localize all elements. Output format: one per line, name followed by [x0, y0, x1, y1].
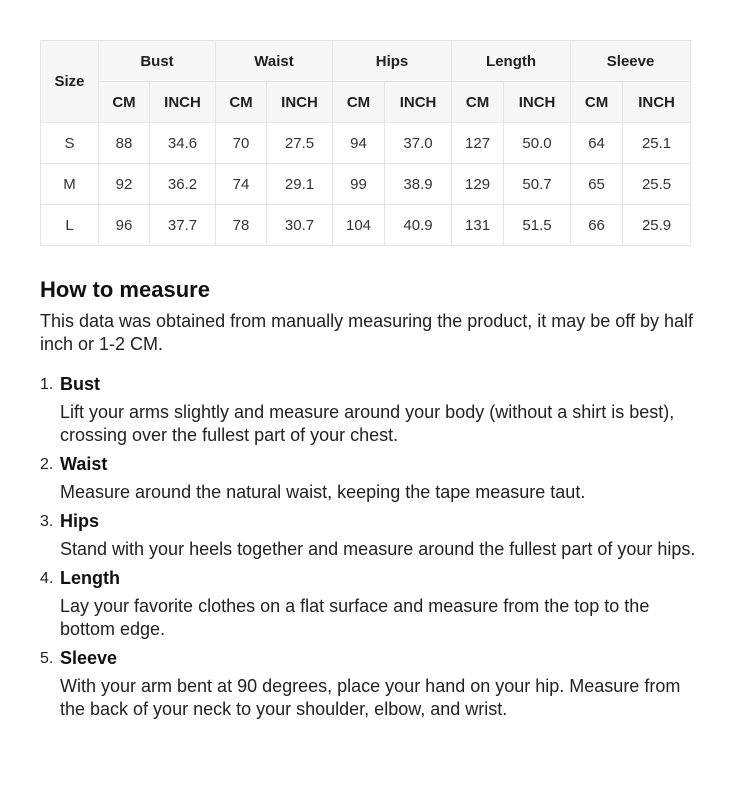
table-cell: 50.7 — [504, 164, 571, 205]
table-cell: 38.9 — [385, 164, 452, 205]
table-cell: 29.1 — [267, 164, 333, 205]
table-cell: 50.0 — [504, 123, 571, 164]
table-cell: 78 — [216, 205, 267, 246]
table-cell: 36.2 — [150, 164, 216, 205]
step-description: Lay your favorite clothes on a flat surface and measure from the top to the bottom edge. — [60, 596, 650, 639]
table-cell: 37.7 — [150, 205, 216, 246]
step-number: 3. — [40, 513, 54, 530]
table-cell: 34.6 — [150, 123, 216, 164]
section-title: How to measure — [40, 277, 210, 302]
step-number: 1. — [40, 376, 54, 393]
step-description: Stand with your heels together and measure around the fullest part of your hips. — [60, 539, 696, 559]
table-cell: 25.5 — [623, 164, 691, 205]
group-header-sleeve: Sleeve — [571, 41, 691, 82]
unit-header-cm: CM — [452, 82, 504, 123]
intro-text: This data was obtained from manually measuring the product, it may be off by half inch or 1-2 CM. — [40, 311, 694, 354]
size-cell: S — [41, 123, 99, 164]
size-cell: L — [41, 205, 99, 246]
step-number: 4. — [40, 570, 54, 587]
table-cell: 30.7 — [267, 205, 333, 246]
table-cell: 96 — [99, 205, 150, 246]
step-waist — [40, 453, 700, 504]
group-header-row — [41, 41, 691, 82]
step-title: Bust — [60, 374, 100, 394]
step-description: Measure around the natural waist, keeping the tape measure taut. — [60, 482, 586, 502]
group-header-bust: Bust — [99, 41, 216, 82]
table-cell: 66 — [571, 205, 623, 246]
group-header-length: Length — [452, 41, 571, 82]
table-cell: 127 — [452, 123, 504, 164]
step-hips — [40, 510, 700, 561]
unit-header-cm: CM — [571, 82, 623, 123]
table-cell: 37.0 — [385, 123, 452, 164]
step-description: Lift your arms slightly and measure around your body (without a shirt is best), crossing over the fullest part of your chest. — [60, 402, 675, 445]
group-header-waist: Waist — [216, 41, 333, 82]
measure-steps-list — [40, 373, 700, 721]
unit-header-inch: INCH — [267, 82, 333, 123]
table-cell: 92 — [99, 164, 150, 205]
step-title: Length — [60, 568, 120, 588]
step-title: Hips — [60, 511, 100, 531]
table-cell: 65 — [571, 164, 623, 205]
step-number: 5. — [40, 650, 54, 667]
unit-header-cm: CM — [333, 82, 385, 123]
size-column-header: Size — [41, 41, 99, 123]
size-cell: M — [41, 164, 99, 205]
table-cell: 27.5 — [267, 123, 333, 164]
unit-header-inch: INCH — [504, 82, 571, 123]
unit-header-row — [41, 82, 691, 123]
how-to-measure-section — [40, 276, 700, 727]
table-cell: 25.1 — [623, 123, 691, 164]
table-cell: 94 — [333, 123, 385, 164]
table-cell: 70 — [216, 123, 267, 164]
step-title: Waist — [60, 454, 108, 474]
table-cell: 129 — [452, 164, 504, 205]
step-title: Sleeve — [60, 648, 118, 668]
table-cell: 51.5 — [504, 205, 571, 246]
step-length — [40, 567, 700, 641]
step-description: With your arm bent at 90 degrees, place your hand on your hip. Measure from the back of your neck to your shoulder, elbow, and wrist. — [60, 676, 681, 719]
table-cell: 40.9 — [385, 205, 452, 246]
group-header-hips: Hips — [333, 41, 452, 82]
size-chart-table — [40, 40, 691, 246]
table-cell: 64 — [571, 123, 623, 164]
unit-header-cm: CM — [216, 82, 267, 123]
table-row — [41, 205, 691, 246]
table-cell: 25.9 — [623, 205, 691, 246]
step-bust — [40, 373, 700, 447]
step-number: 2. — [40, 456, 54, 473]
table-row — [41, 123, 691, 164]
unit-header-inch: INCH — [150, 82, 216, 123]
step-sleeve — [40, 647, 700, 721]
unit-header-inch: INCH — [623, 82, 691, 123]
table-cell: 88 — [99, 123, 150, 164]
table-row — [41, 164, 691, 205]
table-cell: 131 — [452, 205, 504, 246]
table-cell: 104 — [333, 205, 385, 246]
unit-header-cm: CM — [99, 82, 150, 123]
table-cell: 74 — [216, 164, 267, 205]
unit-header-inch: INCH — [385, 82, 452, 123]
table-cell: 99 — [333, 164, 385, 205]
